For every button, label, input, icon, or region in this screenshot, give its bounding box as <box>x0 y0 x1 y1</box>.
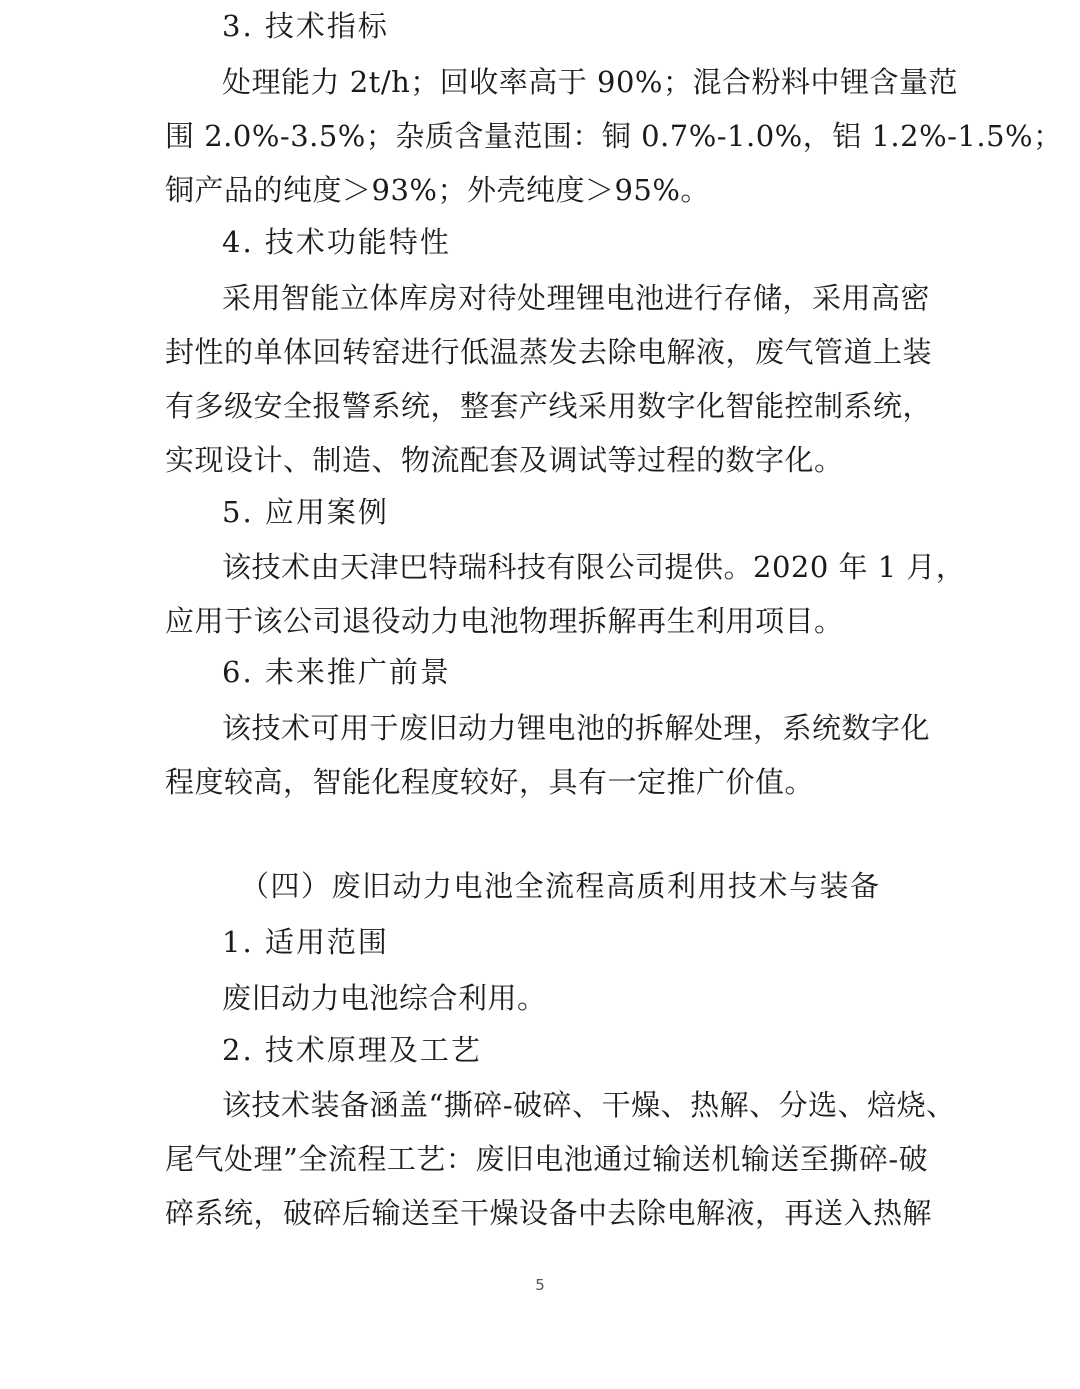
heading-future-prospects: 6. 未来推广前景 <box>222 655 451 689</box>
heading-tech-indicators: 3. 技术指标 <box>222 9 389 43</box>
paragraph-line: 围 2.0%-3.5%；杂质含量范围：铜 0.7%-1.0%，铝 1.2%-1.5%； <box>165 119 1063 153</box>
paragraph-line: 该技术由天津巴特瑞科技有限公司提供。2020 年 1 月， <box>222 550 966 584</box>
paragraph-line: 有多级安全报警系统，整套产线采用数字化智能控制系统， <box>165 389 933 423</box>
paragraph-line: 封性的单体回转窑进行低温蒸发去除电解液，废气管道上装 <box>165 335 933 369</box>
paragraph-line: 处理能力 2t/h；回收率高于 90%；混合粉料中锂含量范 <box>222 65 958 99</box>
paragraph-line: 碎系统，破碎后输送至干燥设备中去除电解液，再送入热解 <box>165 1196 933 1230</box>
paragraph-line: 采用智能立体库房对待处理锂电池进行存储，采用高密 <box>222 281 931 315</box>
paragraph-line: 该技术装备涵盖“撕碎-破碎、干燥、热解、分选、焙烧、 <box>222 1088 956 1122</box>
paragraph-line: 铜产品的纯度＞93%；外壳纯度＞95%。 <box>165 173 710 207</box>
paragraph-line: 尾气处理”全流程工艺：废旧电池通过输送机输送至撕碎-破 <box>165 1142 929 1176</box>
heading-tech-features: 4. 技术功能特性 <box>222 225 451 259</box>
paragraph-line: 实现设计、制造、物流配套及调试等过程的数字化。 <box>165 443 844 477</box>
paragraph-line: 应用于该公司退役动力电池物理拆解再生利用项目。 <box>165 604 844 638</box>
paragraph-line: 该技术可用于废旧动力锂电池的拆解处理，系统数字化 <box>222 711 931 745</box>
page-number: 5 <box>535 1276 545 1294</box>
paragraph-line: 程度较高，智能化程度较好，具有一定推广价值。 <box>165 765 815 799</box>
heading-principle: 2. 技术原理及工艺 <box>222 1033 482 1067</box>
section-title: （四）废旧动力电池全流程高质利用技术与装备 <box>240 869 881 903</box>
heading-application-case: 5. 应用案例 <box>222 495 389 529</box>
heading-scope: 1. 适用范围 <box>222 925 389 959</box>
paragraph-line: 废旧动力电池综合利用。 <box>222 981 547 1015</box>
